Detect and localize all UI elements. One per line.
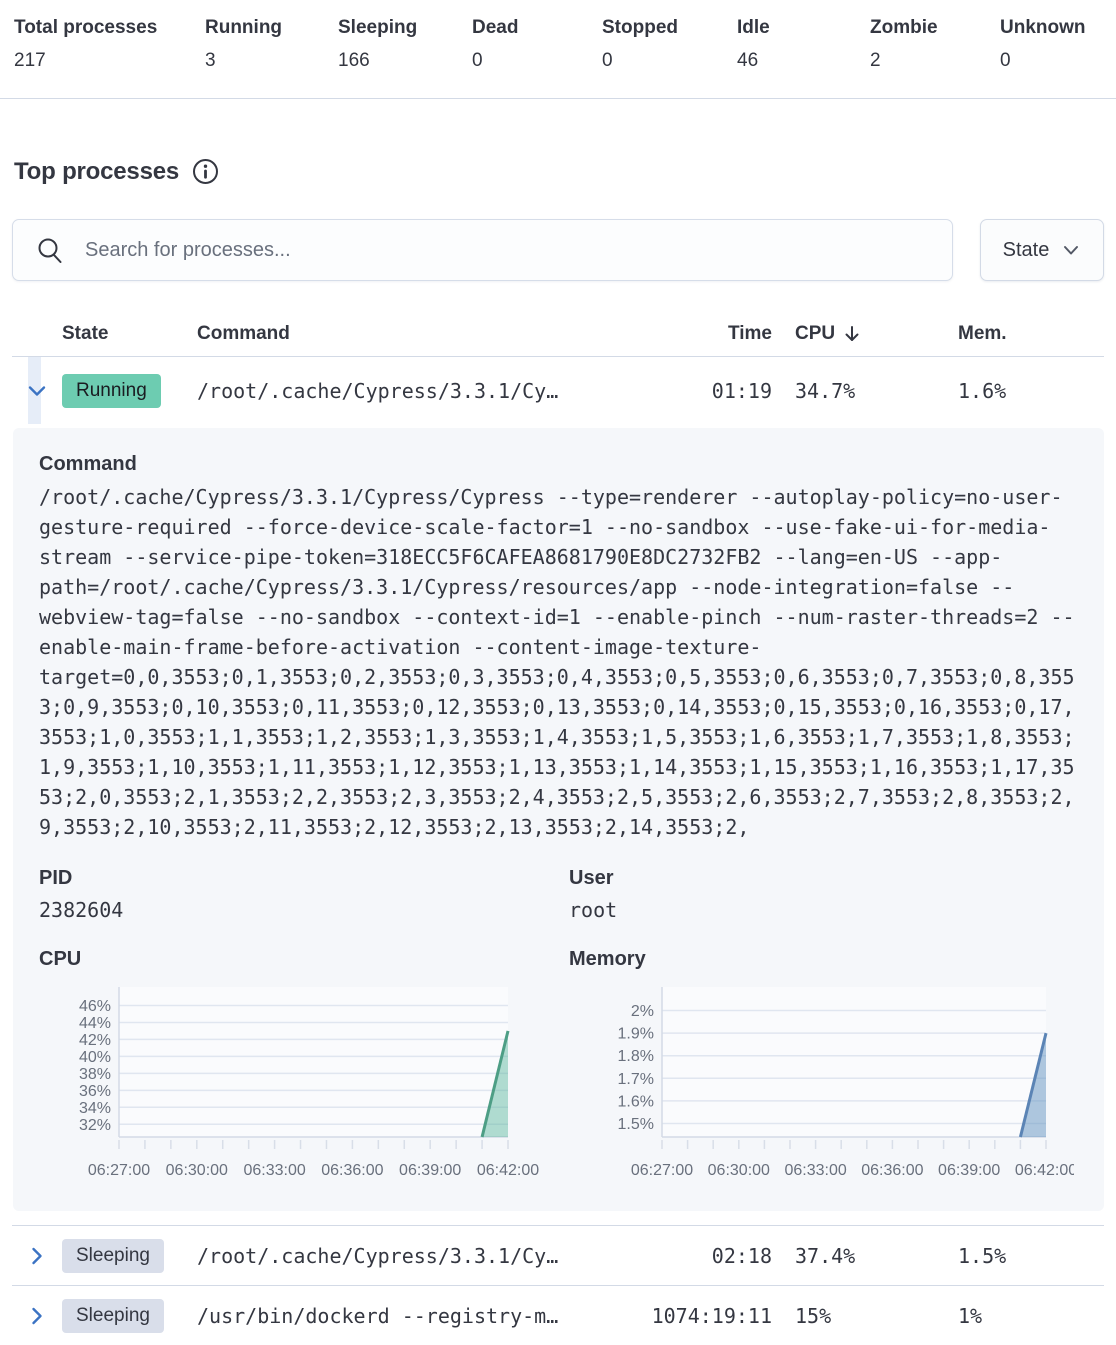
column-header-time: Time (727, 322, 772, 344)
svg-text:06:39:00: 06:39:00 (399, 1162, 462, 1179)
chevron-down-icon (1061, 240, 1081, 260)
cpu-chart-block (39, 947, 559, 1189)
svg-text:1.5%: 1.5% (617, 1115, 654, 1133)
svg-text:06:27:00: 06:27:00 (630, 1162, 694, 1179)
user-value: root (569, 898, 618, 922)
status-badge: Sleeping (62, 1239, 164, 1273)
svg-text:42%: 42% (78, 1031, 111, 1049)
search-input[interactable] (12, 219, 953, 281)
user-label: User (569, 867, 614, 889)
svg-text:06:42:00: 06:42:00 (1014, 1162, 1074, 1179)
info-icon[interactable] (192, 158, 219, 185)
user-block (559, 866, 1079, 925)
row-time: 01:19 (711, 378, 772, 403)
stat-value: 3 (205, 50, 216, 71)
memory-area-chart (569, 979, 1074, 1184)
row-command: /root/.cache/Cypress/3.3.1/Cy… (197, 1243, 559, 1268)
status-badge: Sleeping (62, 1299, 164, 1333)
stat-sleeping (338, 16, 472, 98)
row-time: 02:18 (711, 1243, 772, 1268)
svg-text:2%: 2% (630, 1003, 654, 1021)
stat-label: Dead (472, 17, 519, 38)
page-title: Top processes (14, 157, 180, 185)
stat-label: Zombie (870, 17, 938, 38)
table-row[interactable] (12, 1285, 1104, 1345)
stat-value: 0 (602, 50, 613, 71)
sort-descending-icon (841, 323, 863, 345)
stat-label: Running (205, 17, 283, 38)
stat-value: 0 (1000, 50, 1011, 71)
stat-label: Sleeping (338, 17, 418, 38)
process-summary-bar (0, 0, 1116, 99)
svg-text:38%: 38% (78, 1065, 111, 1083)
svg-text:06:33:00: 06:33:00 (243, 1162, 306, 1179)
stat-label: Total processes (14, 17, 158, 38)
svg-text:06:39:00: 06:39:00 (938, 1162, 1001, 1179)
status-badge: Running (62, 374, 161, 408)
pid-value: 2382604 (39, 898, 124, 922)
state-filter-button[interactable] (980, 219, 1104, 281)
stat-running (205, 16, 338, 98)
svg-text:1.9%: 1.9% (617, 1025, 654, 1043)
column-header-mem: Mem. (958, 322, 1007, 344)
table-row[interactable] (12, 1225, 1104, 1285)
svg-text:40%: 40% (78, 1048, 111, 1066)
stat-zombie (870, 16, 1000, 98)
stat-idle (737, 16, 870, 98)
svg-text:1.8%: 1.8% (617, 1048, 654, 1066)
command-label: Command (39, 453, 137, 475)
state-filter-label: State (1002, 238, 1050, 261)
row-cpu: 37.4% (795, 1243, 856, 1268)
svg-text:06:36:00: 06:36:00 (321, 1162, 384, 1179)
stat-dead (472, 16, 602, 98)
table-header-row (12, 311, 1104, 357)
stat-value: 2 (870, 50, 881, 71)
column-header-state: State (62, 322, 109, 344)
row-cpu: 15% (795, 1303, 832, 1328)
row-command: /usr/bin/dockerd --registry-m… (197, 1303, 559, 1328)
cpu-header-label: CPU (795, 322, 836, 344)
search-icon (36, 236, 65, 270)
svg-text:1.7%: 1.7% (617, 1070, 654, 1088)
memory-chart-block (559, 947, 1079, 1189)
row-command: /root/.cache/Cypress/3.3.1/Cy… (197, 378, 559, 403)
stat-label: Idle (737, 17, 770, 38)
column-header-cpu[interactable] (772, 323, 958, 345)
cpu-area-chart (39, 979, 544, 1184)
row-time: 1074:19:11 (651, 1303, 772, 1328)
svg-text:1.6%: 1.6% (617, 1093, 654, 1111)
stat-unknown (1000, 16, 1116, 98)
row-mem: 1% (958, 1303, 983, 1328)
process-detail-panel (13, 428, 1104, 1211)
command-full-text: /root/.cache/Cypress/3.3.1/Cypress/Cypress --type=renderer --autoplay-policy=no-user-gesture-required --force-device-scale-factor=1 --no-sandbox --use-fake-ui-for-media-stream --service-pipe-token=318ECC5F6CAFEA8681790E8DC2732FB2 --lang=en-US --app-path=/root/.cache/Cypress/3.3.1/Cypress/resources/app --node-integration=false --webview-tag=false --no-sandbox --context-id=1 --enable-pinch --num-raster-threads=2 --enable-main-frame-before-activation --content-image-texture-target=0,0,3553;0,1,3553;0,2,3553;0,3,3553;0,4,3553;0,5,3553;0,6,3553;0,7,3553;0,8,3553;0,9,3553;0,10,3553;0,11,3553;0,12,3553;0,13,3553;0,14,3553;0,15,3553;0,16,3553;0,17,3553;1,0,3553;1,1,3553;1,2,3553;1,3,3553;1,4,3553;1,5,3553;1,6,3553;1,7,3553;1,8,3553;1,9,3553;1,10,3553;1,11,3553;1,12,3553;1,13,3553;1,14,3553;1,15,3553;1,16,3553;1,17,3553;2,0,3553;2,1,3553;2,2,3553;2,3,3553;2,4,3553;2,5,3553;2,6,3553;2,7,3553;2,8,3553;2,9,3553;2,10,3553;2,11,3553;2,12,3553;2,13,3553;2,14,3553;2, (39, 485, 1075, 839)
stat-label: Unknown (1000, 17, 1086, 38)
svg-text:06:33:00: 06:33:00 (784, 1162, 847, 1179)
svg-text:36%: 36% (78, 1082, 111, 1100)
process-search (12, 219, 953, 281)
svg-text:06:36:00: 06:36:00 (861, 1162, 924, 1179)
svg-text:06:30:00: 06:30:00 (707, 1162, 770, 1179)
svg-text:06:30:00: 06:30:00 (165, 1162, 228, 1179)
svg-text:32%: 32% (78, 1116, 111, 1134)
pid-label: PID (39, 867, 73, 889)
stat-stopped (602, 16, 737, 98)
stat-value: 0 (472, 50, 483, 71)
process-table (12, 311, 1104, 424)
cpu-chart-label: CPU (39, 948, 82, 970)
expand-row-button[interactable] (12, 1303, 62, 1329)
svg-text:06:42:00: 06:42:00 (476, 1162, 540, 1179)
pid-block (39, 866, 559, 925)
svg-text:06:27:00: 06:27:00 (87, 1162, 151, 1179)
svg-text:34%: 34% (78, 1099, 111, 1117)
row-mem: 1.5% (958, 1243, 1007, 1268)
table-row[interactable] (12, 357, 1104, 424)
memory-chart-label: Memory (569, 948, 646, 970)
collapse-row-button[interactable] (12, 378, 62, 404)
stat-label: Stopped (602, 17, 678, 38)
column-header-command: Command (197, 322, 290, 344)
svg-text:44%: 44% (78, 1014, 111, 1032)
chevron-down-icon (24, 378, 50, 404)
stat-value: 46 (737, 50, 759, 71)
chevron-right-icon (24, 1303, 50, 1329)
svg-text:46%: 46% (78, 997, 111, 1015)
chevron-right-icon (24, 1243, 50, 1269)
row-cpu: 34.7% (795, 378, 856, 403)
stat-value: 217 (14, 50, 46, 71)
row-mem: 1.6% (958, 378, 1007, 403)
expand-row-button[interactable] (12, 1243, 62, 1269)
stat-total-processes (14, 16, 205, 98)
stat-value: 166 (338, 50, 370, 71)
